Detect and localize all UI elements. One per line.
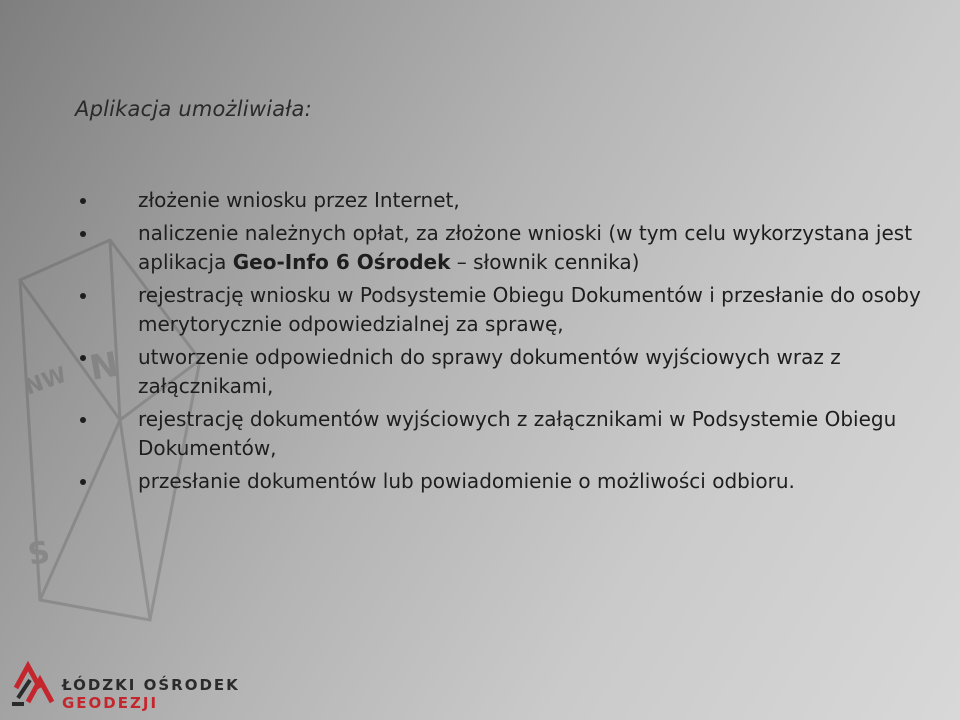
list-item-text: złożenie wniosku przez Internet, <box>138 188 460 212</box>
bullet-dot <box>80 479 86 485</box>
list-item <box>80 219 940 277</box>
list-item-text: przesłanie dokumentów lub powiadomienie o możliwości odbioru. <box>138 469 795 493</box>
list-item-text: rejestrację wniosku w Podsystemie Obiegu Dokumentów i przesłanie do osoby merytorycznie odpowiedzialnej za sprawę, <box>138 283 921 336</box>
bullet-dot <box>80 293 86 299</box>
bullet-dot <box>80 355 86 361</box>
app-name-highlight: Geo-Info 6 Ośrodek <box>232 250 451 274</box>
bullet-dot <box>80 417 86 423</box>
bullet-dot <box>80 231 86 237</box>
list-item-text-before: naliczenie należnych opłat, za złożone wnioski (w tym celu wykorzystana jest aplikacja <box>138 221 913 274</box>
list-item-text-after: – słownik cennika) <box>450 250 640 274</box>
compass-label-nw: NW <box>21 362 71 401</box>
bullet-dot <box>80 198 86 204</box>
organization-logo <box>10 658 250 714</box>
compass-label-s: S <box>25 534 53 573</box>
list-item-text: rejestrację dokumentów wyjściowych z załącznikami w Podsystemie Obiegu Dokumentów, <box>138 407 897 460</box>
bullet-list <box>80 186 940 500</box>
lodz-geodesy-logo-icon <box>10 658 58 710</box>
list-item <box>80 281 940 339</box>
list-item <box>80 343 940 401</box>
list-item <box>80 467 940 496</box>
logo-text-line1: ŁÓDZKI OŚRODEK <box>62 676 240 694</box>
compass-label-n: N <box>86 344 122 389</box>
list-item <box>80 186 940 215</box>
list-item <box>80 405 940 463</box>
logo-text-line2: GEODEZJI <box>62 694 159 712</box>
slide-title: Aplikacja umożliwiała: <box>75 97 312 121</box>
list-item-text: utworzenie odpowiednich do sprawy dokumentów wyjściowych wraz z załącznikami, <box>138 345 841 398</box>
